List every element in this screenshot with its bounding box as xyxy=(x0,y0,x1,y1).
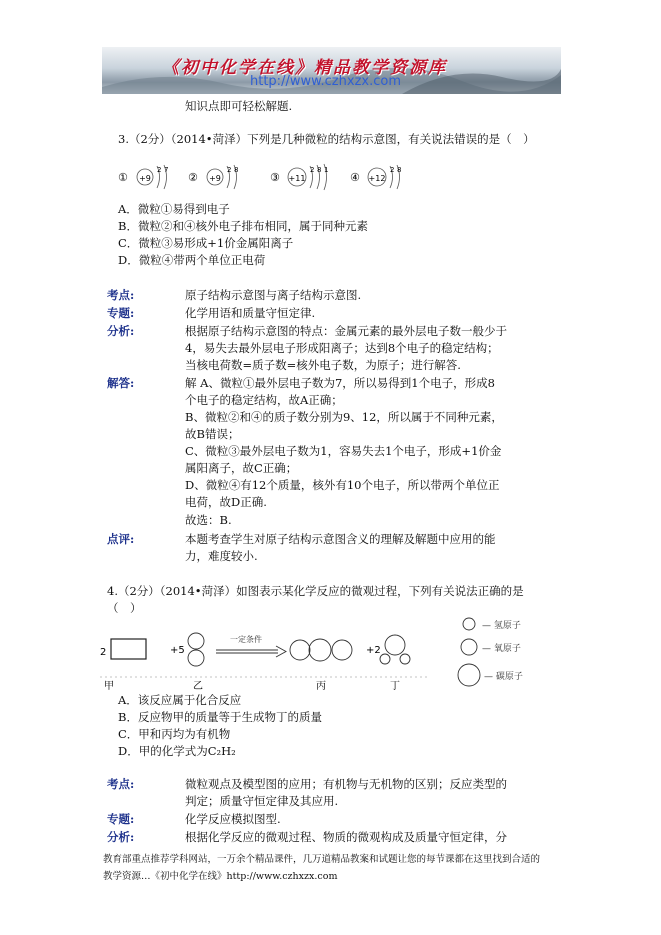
site-banner xyxy=(102,47,561,94)
particle-1-shell-2: 7 xyxy=(164,166,169,174)
previous-answer-tail: 知识点即可轻松解题. xyxy=(185,99,293,113)
molecule-yi xyxy=(188,633,204,666)
q3-jieda-line: 解 A、微粒①最外层电子数为7，所以易得到1个电子，形成8 xyxy=(185,376,495,390)
particle-2-shell-1: 2 xyxy=(227,166,232,174)
q3-jieda-line: C、微粒③最外层电子数为1，容易失去1个电子，形成+1价金 xyxy=(185,444,502,458)
molecule-jia xyxy=(111,639,146,659)
banner-title: 《初中化学在线》精品教学资源库 xyxy=(162,58,447,78)
q3-jieda-label: 解答: xyxy=(107,376,135,390)
q4-option-a: A．该反应属于化合反应 xyxy=(118,693,242,707)
q3-particle-diagrams xyxy=(118,160,418,192)
label-yi: 乙 xyxy=(193,681,203,692)
reaction-arrow xyxy=(216,634,286,657)
particle-2-shell-2: 8 xyxy=(234,166,239,174)
particle-2-label: ② xyxy=(188,171,198,184)
q3-jieda-line: 个电子的稳定结构，故A正确； xyxy=(185,393,343,407)
q3-dianping-line: 力，难度较小. xyxy=(185,549,258,563)
q3-fenxi-line: 当核电荷数=质子数=核外电子数，为原子；进行解答. xyxy=(185,358,461,372)
particle-3-diagram xyxy=(270,164,328,190)
ding-coefficient: +2 xyxy=(366,645,381,656)
particle-3-label: ③ xyxy=(270,171,280,184)
q4-reaction-diagram xyxy=(98,617,560,692)
q4-stem-bracket: （ ） xyxy=(107,601,142,615)
q4-zhuanti: 化学反应模拟图型. xyxy=(185,812,281,826)
q4-option-b: B．反应物甲的质量等于生成物丁的质量 xyxy=(118,710,322,724)
atom-legend xyxy=(458,618,523,686)
banner-url-link[interactable]: http://www.czhxzx.com xyxy=(250,74,401,89)
q3-zhuanti: 化学用语和质量守恒定律. xyxy=(185,306,316,320)
particle-1-diagram xyxy=(118,165,168,189)
particle-3-shell-3: 1 xyxy=(324,166,329,174)
q3-jieda-line: 电荷，故D正确. xyxy=(185,495,267,509)
footer-line-1: 教育部重点推荐学科网站，一万余个精品课件，几万道精品教案和试题让您的每节课都在这里找到合适的 xyxy=(103,854,541,865)
q4-option-d: D．甲的化学式为C₂H₂ xyxy=(118,744,236,758)
legend-oxygen: — 氧原子 xyxy=(482,644,521,654)
label-jia: 甲 xyxy=(104,681,114,692)
particle-2-nucleus: +9 xyxy=(209,174,221,183)
particle-1-label: ① xyxy=(118,171,128,184)
particle-4-shell-1: 2 xyxy=(390,166,395,174)
q3-jieda-line: 属阳离子，故C正确； xyxy=(185,461,298,475)
q3-option-b: B．微粒②和④核外电子排布相同，属于同种元素 xyxy=(118,219,368,233)
q4-stem: 4.（2分）（2014•菏泽）如图表示某化学反应的微观过程，下列有关说法正确的是 xyxy=(107,584,524,598)
particle-4-label: ④ xyxy=(350,171,360,184)
particle-4-shell-2: 8 xyxy=(397,166,402,174)
q4-zhuanti-label: 专题: xyxy=(107,812,135,826)
q3-fenxi-line: 4，易失去最外层电子形成阳离子；达到8个电子的稳定结构； xyxy=(185,341,499,355)
particle-4-diagram xyxy=(350,165,401,189)
q3-dianping-line: 本题考查学生对原子结构示意图含义的理解及解题中应用的能 xyxy=(185,532,496,546)
q3-dianping-label: 点评: xyxy=(107,532,135,546)
particle-1-nucleus: +9 xyxy=(139,174,151,183)
q3-jieda-line: 故B错误； xyxy=(185,427,240,441)
particle-3-shell-1: 2 xyxy=(310,166,315,174)
q4-kaodian-line: 判定；质量守恒定律及其应用. xyxy=(185,794,339,808)
q3-jieda-line: D、微粒④有12个质量，核外有10个电子，所以带两个单位正 xyxy=(185,478,500,492)
q3-option-a: A．微粒①易得到电子 xyxy=(118,202,230,216)
particle-1-shell-1: 2 xyxy=(157,166,162,174)
legend-hydrogen: — 氢原子 xyxy=(482,621,521,631)
particle-3-shell-2: 8 xyxy=(317,166,322,174)
q4-kaodian-label: 考点: xyxy=(107,777,135,791)
q3-kaodian-label: 考点: xyxy=(107,288,135,302)
q4-fenxi-label: 分析: xyxy=(107,830,135,844)
particle-4-nucleus: +12 xyxy=(368,174,386,183)
label-ding: 丁 xyxy=(390,681,400,692)
q3-option-d: D．微粒④带两个单位正电荷 xyxy=(118,253,266,267)
q3-zhuanti-label: 专题: xyxy=(107,306,135,320)
footer-line-2[interactable]: 教学资源…《初中化学在线》http://www.czhxzx.com xyxy=(103,871,338,882)
q3-option-c: C．微粒③易形成+1价金属阳离子 xyxy=(118,236,294,250)
q3-jieda-line: B、微粒②和④的质子数分别为9、12，所以属于不同种元素， xyxy=(185,410,503,424)
q4-option-c: C．甲和丙均为有机物 xyxy=(118,727,231,741)
jia-coefficient: 2 xyxy=(100,647,107,658)
molecule-ding xyxy=(380,635,410,664)
particle-2-diagram xyxy=(188,165,238,189)
label-bing: 丙 xyxy=(316,681,326,692)
q3-stem: 3.（2分）（2014•菏泽）下列是几种微粒的结构示意图，有关说法错误的是（ ） xyxy=(118,132,535,146)
q4-fenxi: 根据化学反应的微观过程、物质的微观构成及质量守恒定律，分 xyxy=(185,830,507,844)
reaction-condition: 一定条件 xyxy=(230,635,262,644)
yi-coefficient: +5 xyxy=(170,645,185,656)
q3-fenxi-line: 根据原子结构示意图的特点：金属元素的最外层电子数一般少于 xyxy=(185,324,507,338)
particle-3-nucleus: +11 xyxy=(288,174,306,183)
q3-kaodian: 原子结构示意图与离子结构示意图. xyxy=(185,288,362,302)
q4-kaodian-line: 微粒观点及模型图的应用；有机物与无机物的区别；反应类型的 xyxy=(185,777,507,791)
q3-jieda-line: 故选：B. xyxy=(185,513,232,527)
legend-carbon: — 碳原子 xyxy=(484,672,523,682)
q3-fenxi-label: 分析: xyxy=(107,324,135,338)
molecule-bing xyxy=(290,639,352,661)
